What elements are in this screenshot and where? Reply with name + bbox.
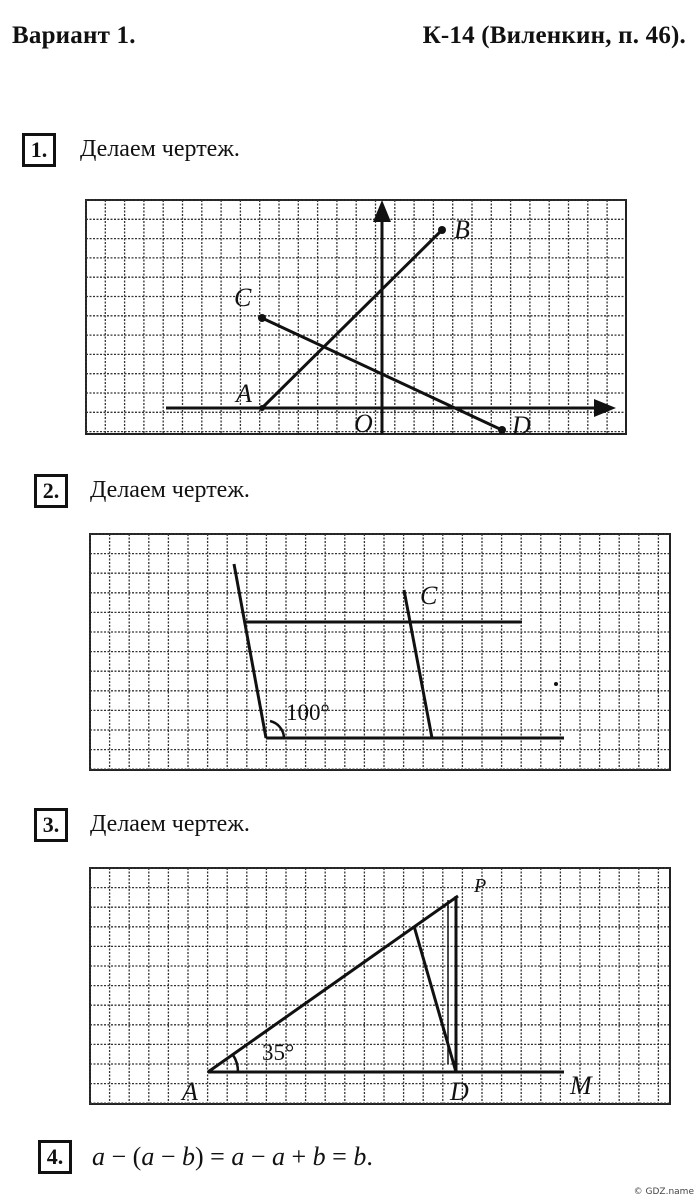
label-c: C <box>234 283 252 312</box>
label-a: A <box>182 1077 198 1106</box>
copyright: © GDZ.name <box>633 1187 694 1197</box>
task-3-text: Делаем чертеж. <box>90 811 250 837</box>
drawing-3 <box>90 868 680 1108</box>
task-1-number: 1. <box>22 133 56 167</box>
formula-part: . <box>366 1142 373 1171</box>
point-c <box>258 314 266 322</box>
formula <box>92 1142 373 1172</box>
task-3-number: 3. <box>34 808 68 842</box>
label-c: C <box>420 581 438 610</box>
formula-part: a <box>141 1142 155 1171</box>
label-m: M <box>570 1071 592 1100</box>
formula-part: = <box>325 1142 354 1171</box>
formula-part: a <box>231 1142 245 1171</box>
formula-part: b <box>312 1142 326 1171</box>
drawing-1 <box>86 200 646 440</box>
angle-label: 35° <box>262 1040 295 1065</box>
drawing-2 <box>90 534 680 772</box>
task-2-number: 2. <box>34 474 68 508</box>
variant-title: Вариант 1. <box>12 22 136 49</box>
point-b <box>438 226 446 234</box>
task-1-text: Делаем чертеж. <box>80 136 240 162</box>
formula-part: b <box>353 1142 367 1171</box>
grid-border <box>90 534 670 770</box>
label-o: O <box>354 409 373 438</box>
task-4-number: 4. <box>38 1140 72 1174</box>
grid-2 <box>90 534 670 770</box>
stray-dot <box>554 682 558 686</box>
formula-part: − ( <box>105 1142 142 1171</box>
angle-label: 100° <box>286 700 330 725</box>
formula-part: b <box>182 1142 195 1171</box>
task-2-text: Делаем чертеж. <box>90 477 250 503</box>
label-a: A <box>236 379 252 408</box>
point-a <box>259 405 265 411</box>
label-b: B <box>454 215 470 244</box>
point-d <box>498 426 506 434</box>
formula-part: − <box>154 1142 182 1171</box>
formula-part: a <box>92 1142 105 1171</box>
label-p: P <box>474 875 487 897</box>
formula-part: a <box>272 1142 285 1171</box>
label-d: D <box>450 1077 469 1106</box>
label-d: D <box>512 411 531 440</box>
grid-border <box>90 868 670 1104</box>
formula-part: ) = <box>195 1142 232 1171</box>
grid-3 <box>90 868 670 1104</box>
reference-title: К-14 (Виленкин, п. 46). <box>422 22 686 49</box>
formula-part: − <box>244 1142 272 1171</box>
formula-part: + <box>285 1142 313 1171</box>
